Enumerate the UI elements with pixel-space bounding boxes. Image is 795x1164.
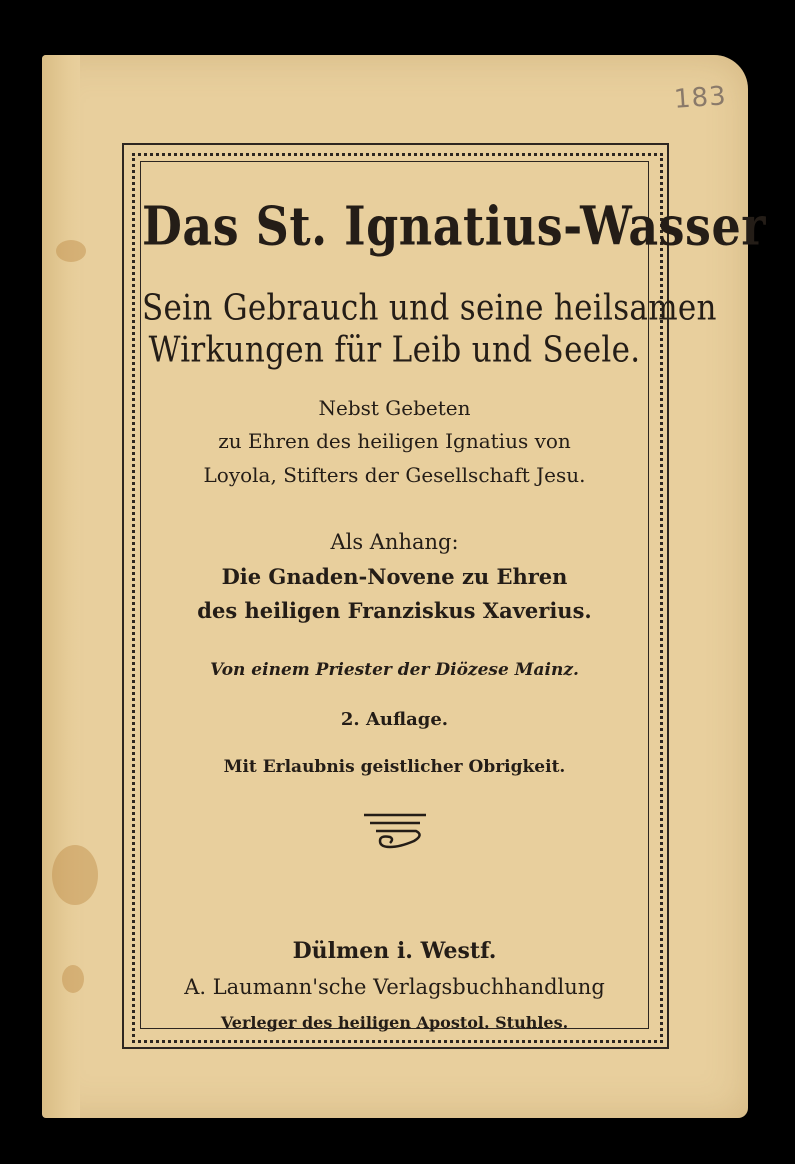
title-page-content	[142, 163, 766, 1032]
pencil-mark: 183	[673, 81, 728, 115]
prayers-line-1: Nebst Gebeten	[318, 396, 471, 420]
book-title: Das St. Ignatius-Wasser	[142, 194, 766, 258]
publisher-city: Dülmen i. Westf.	[292, 938, 497, 964]
scroll-ornament-icon	[360, 809, 430, 857]
publisher-note: Verleger des heiligen Apostol. Stuhles.	[220, 1013, 569, 1032]
spine-stain	[52, 845, 98, 905]
author-line: Von einem Priester der Diözese Mainz.	[210, 660, 579, 680]
book-spine	[42, 55, 80, 1118]
spine-stain	[56, 240, 86, 262]
permission-line: Mit Erlaubnis geistlicher Obrigkeit.	[223, 757, 566, 777]
appendix-line-1: Die Gnaden-Novene zu Ehren	[221, 564, 568, 589]
prayers-line-2: zu Ehren des heiligen Ignatius von	[218, 429, 571, 453]
appendix-line-2: des heiligen Franziskus Xaverius.	[197, 598, 592, 623]
edition-line: 2. Auflage.	[340, 709, 449, 730]
spine-stain	[62, 965, 84, 993]
subtitle-line-1: Sein Gebrauch und seine heilsamen	[142, 287, 717, 329]
prayers-line-3: Loyola, Stifters der Gesellschaft Jesu.	[203, 463, 586, 487]
publisher-name: A. Laumann'sche Verlagsbuchhandlung	[184, 975, 605, 999]
subtitle-line-2: Wirkungen für Leib und Seele.	[148, 329, 641, 371]
appendix-label: Als Anhang:	[330, 530, 459, 554]
